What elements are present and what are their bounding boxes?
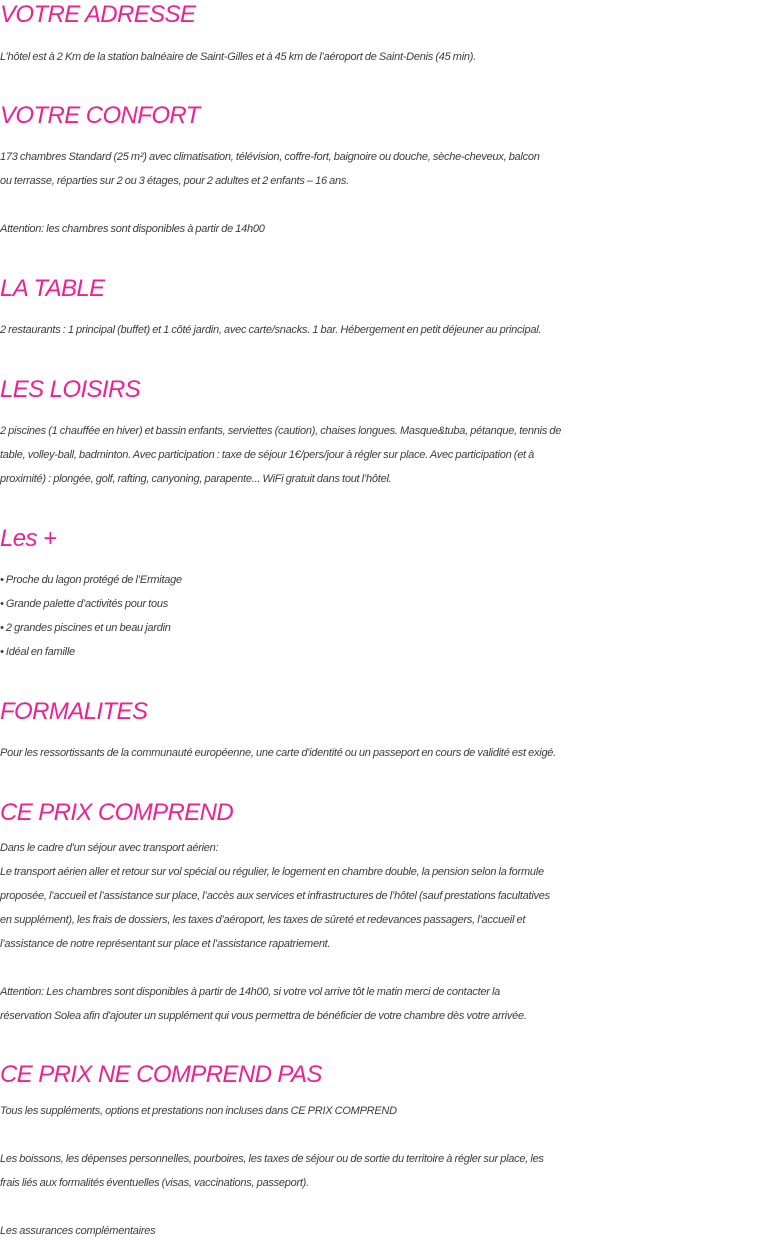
list-item-plus-1: • Proche du lagon protégé de l’Ermitage (0, 574, 182, 586)
section-title-ne-comprend-pas: CE PRIX NE COMPREND PAS (0, 1061, 322, 1088)
list-item-plus-2: • Grande palette d’activités pour tous (0, 598, 168, 610)
section-text-ne-comprend-pas-line-2: Les boissons, les dépenses personnelles, pourboires, les taxes de séjour ou de sortie du territoire à régler sur place, les (0, 1153, 544, 1165)
section-text-confort-attention: Attention: les chambres sont disponibles à partir de 14h00 (0, 223, 265, 235)
section-text-loisirs-line-2: table, volley-ball, badminton. Avec participation : taxe de séjour 1€/pers/jour à régler sur place. Avec participation (et à (0, 449, 535, 461)
section-text-loisirs-line-3: proximité) : plongée, golf, rafting, canyoning, parapente... WiFi gratuit dans tout l’hôtel. (0, 473, 392, 485)
section-text-adresse: L’hôtel est à 2 Km de la station balnéaire de Saint-Gilles et à 45 km de l’aéroport de Saint-Denis (45 min). (0, 51, 476, 63)
section-text-ne-comprend-pas-line-4: Les assurances complémentaires (0, 1225, 156, 1237)
section-text-table: 2 restaurants : 1 principal (buffet) et 1 côté jardin, avec carte/snacks. 1 bar. Hébergement en petit déjeuner au principal. (0, 324, 542, 336)
section-title-table: LA TABLE (0, 275, 105, 302)
section-title-confort: VOTRE CONFORT (0, 102, 200, 129)
section-title-plus: Les + (0, 525, 57, 552)
section-text-comprend-attention-2: réservation Solea afin d'ajouter un supplément qui vous permettra de bénéficier de votre chambre dès votre arrivée. (0, 1010, 527, 1022)
section-text-comprend-line-5: l’assistance de notre représentant sur place et l’assistance rapatriement. (0, 938, 331, 950)
section-text-comprend-line-4: en supplément), les frais de dossiers, les taxes d’aéroport, les taxes de sûreté et redevances passagers, l’accueil et (0, 914, 526, 926)
section-title-loisirs: LES LOISIRS (0, 376, 141, 403)
section-text-formalites: Pour les ressortissants de la communauté européenne, une carte d'identité ou un passeport en cours de validité est exigé. (0, 747, 556, 759)
section-text-comprend-line-1: Dans le cadre d'un séjour avec transport aérien: (0, 842, 219, 854)
section-title-adresse: VOTRE ADRESSE (0, 1, 196, 28)
section-text-comprend-line-3: proposée, l’accueil et l’assistance sur place, l’accès aux services et infrastructures de l’hôtel (sauf prestations facultatives (0, 890, 550, 902)
section-text-ne-comprend-pas-line-3: frais liés aux formalités éventuelles (visas, vaccinations, passeport). (0, 1177, 309, 1189)
section-title-formalites: FORMALITES (0, 698, 148, 725)
section-text-comprend-attention-1: Attention: Les chambres sont disponibles à partir de 14h00, si votre vol arrive tôt le matin merci de contacter la (0, 986, 501, 998)
section-text-confort-line-1: 173 chambres Standard (25 m²) avec climatisation, télévision, coffre-fort, baignoire ou douche, sèche-cheveux, balcon (0, 151, 540, 163)
list-item-plus-4: • Idéal en famille (0, 646, 75, 658)
list-item-plus-3: • 2 grandes piscines et un beau jardin (0, 622, 171, 634)
section-text-loisirs-line-1: 2 piscines (1 chauffée en hiver) et bassin enfants, serviettes (caution), chaises longues. Masque&tuba, pétanque, tennis de (0, 425, 562, 437)
section-text-ne-comprend-pas-line-1: Tous les suppléments, options et prestations non incluses dans CE PRIX COMPREND (0, 1105, 397, 1117)
section-text-comprend-line-2: Le transport aérien aller et retour sur vol spécial ou régulier, le logement en chambre double, la pension selon la formule (0, 866, 544, 878)
section-title-comprend: CE PRIX COMPREND (0, 799, 234, 826)
section-text-confort-line-2: ou terrasse, réparties sur 2 ou 3 étages, pour 2 adultes et 2 enfants – 16 ans. (0, 175, 349, 187)
